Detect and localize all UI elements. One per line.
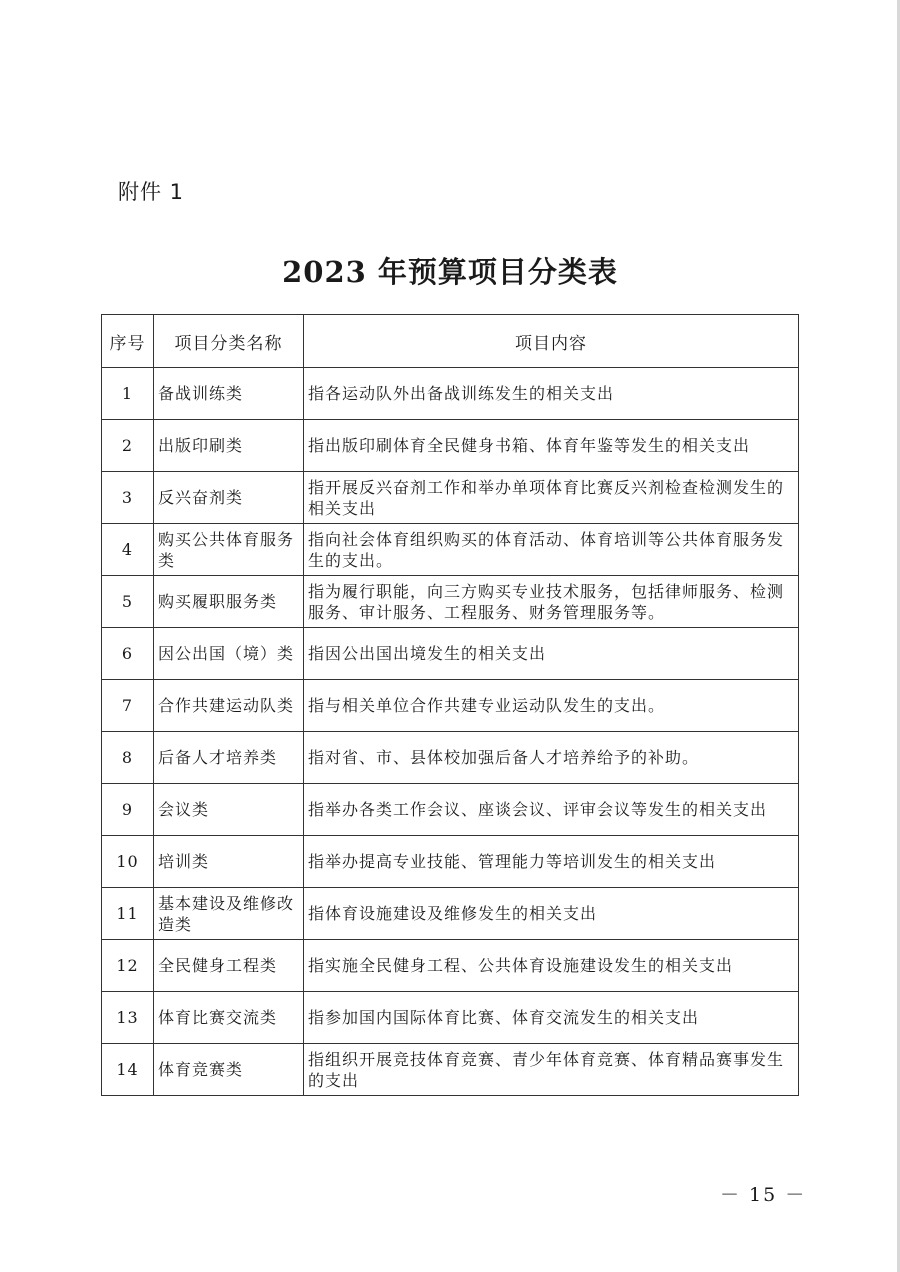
table-row <box>102 888 799 940</box>
row-content: 指组织开展竞技体育竞赛、青少年体育竞赛、体育精品赛事发生的支出 <box>304 1044 799 1096</box>
row-number: 5 <box>102 576 154 628</box>
table-row <box>102 784 799 836</box>
table-row <box>102 368 799 420</box>
row-number: 10 <box>102 836 154 888</box>
row-category: 出版印刷类 <box>154 420 304 472</box>
budget-classification-table <box>101 314 799 1096</box>
header-item-content: 项目内容 <box>304 315 799 368</box>
row-category: 备战训练类 <box>154 368 304 420</box>
table-row <box>102 680 799 732</box>
row-content: 指出版印刷体育全民健身书箱、体育年鉴等发生的相关支出 <box>304 420 799 472</box>
row-number: 13 <box>102 992 154 1044</box>
row-number: 1 <box>102 368 154 420</box>
table-row <box>102 628 799 680</box>
table-row <box>102 1044 799 1096</box>
row-number: 14 <box>102 1044 154 1096</box>
header-category-name: 项目分类名称 <box>154 315 304 368</box>
row-category: 购买履职服务类 <box>154 576 304 628</box>
row-category: 反兴奋剂类 <box>154 472 304 524</box>
row-content: 指实施全民健身工程、公共体育设施建设发生的相关支出 <box>304 940 799 992</box>
row-content: 指为履行职能，向三方购买专业技术服务，包括律师服务、检测服务、审计服务、工程服务、财务管理服务等。 <box>304 576 799 628</box>
row-content: 指各运动队外出备战训练发生的相关支出 <box>304 368 799 420</box>
row-category: 会议类 <box>154 784 304 836</box>
row-category: 后备人才培养类 <box>154 732 304 784</box>
table-row <box>102 732 799 784</box>
header-serial-no: 序号 <box>102 315 154 368</box>
row-content: 指开展反兴奋剂工作和举办单项体育比赛反兴剂检查检测发生的相关支出 <box>304 472 799 524</box>
row-content: 指对省、市、县体校加强后备人才培养给予的补助。 <box>304 732 799 784</box>
row-number: 9 <box>102 784 154 836</box>
row-number: 8 <box>102 732 154 784</box>
row-number: 6 <box>102 628 154 680</box>
table-row <box>102 576 799 628</box>
row-content: 指因公出国出境发生的相关支出 <box>304 628 799 680</box>
row-number: 3 <box>102 472 154 524</box>
row-category: 全民健身工程类 <box>154 940 304 992</box>
table-row <box>102 420 799 472</box>
attachment-label: 附件 1 <box>118 180 185 204</box>
row-number: 11 <box>102 888 154 940</box>
table-row <box>102 992 799 1044</box>
row-content: 指举办提高专业技能、管理能力等培训发生的相关支出 <box>304 836 799 888</box>
row-number: 12 <box>102 940 154 992</box>
row-category: 基本建设及维修改造类 <box>154 888 304 940</box>
row-category: 体育竞赛类 <box>154 1044 304 1096</box>
row-content: 指向社会体育组织购买的体育活动、体育培训等公共体育服务发生的支出。 <box>304 524 799 576</box>
table-header-row <box>102 315 799 368</box>
row-number: 7 <box>102 680 154 732</box>
row-number: 4 <box>102 524 154 576</box>
table-row <box>102 940 799 992</box>
row-category: 购买公共体育服务类 <box>154 524 304 576</box>
row-content: 指体育设施建设及维修发生的相关支出 <box>304 888 799 940</box>
row-category: 因公出国（境）类 <box>154 628 304 680</box>
page-title: 2023 年预算项目分类表 <box>282 255 618 289</box>
row-category: 培训类 <box>154 836 304 888</box>
row-category: 体育比赛交流类 <box>154 992 304 1044</box>
row-category: 合作共建运动队类 <box>154 680 304 732</box>
table-row <box>102 836 799 888</box>
row-content: 指参加国内国际体育比赛、体育交流发生的相关支出 <box>304 992 799 1044</box>
table-row <box>102 472 799 524</box>
row-content: 指举办各类工作会议、座谈会议、评审会议等发生的相关支出 <box>304 784 799 836</box>
row-content: 指与相关单位合作共建专业运动队发生的支出。 <box>304 680 799 732</box>
table-row <box>102 524 799 576</box>
page-number: － 15 － <box>720 1184 807 1206</box>
row-number: 2 <box>102 420 154 472</box>
